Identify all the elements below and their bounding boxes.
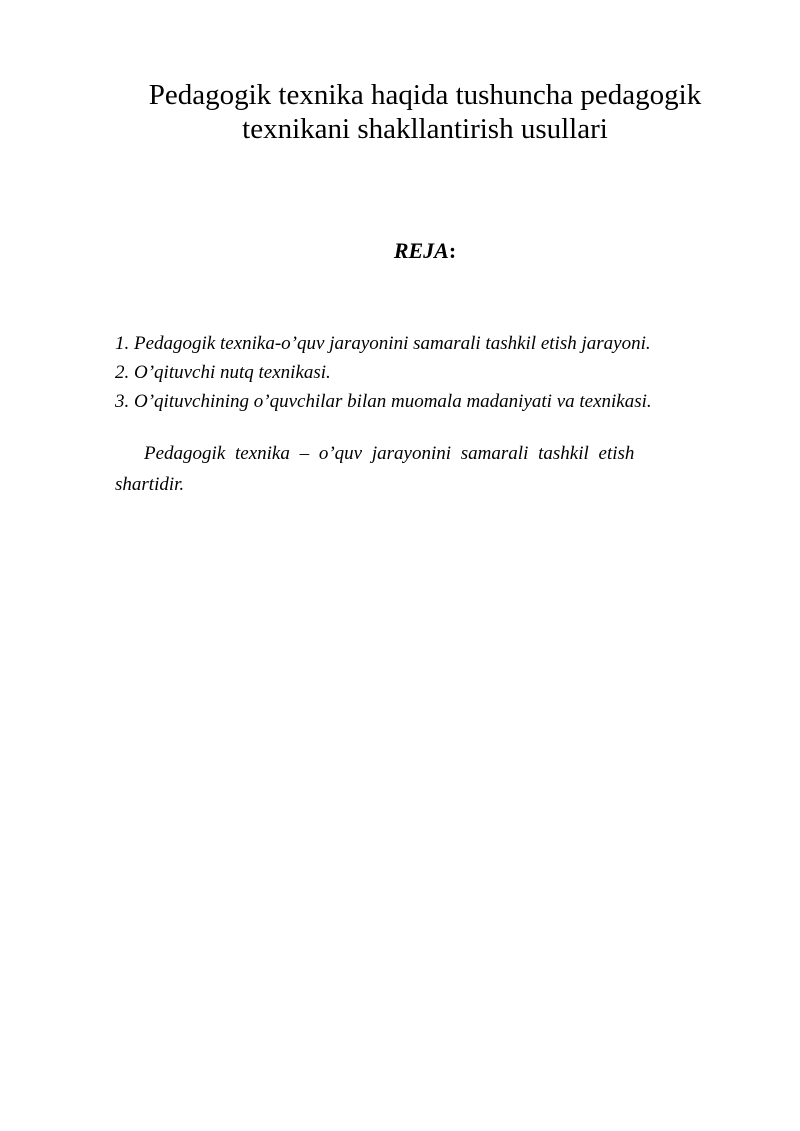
plan-item-1 (115, 329, 755, 358)
plan-heading-colon: : (448, 238, 457, 263)
title-line-1: Pedagogik texnika haqida tushuncha pedagogik (148, 79, 702, 111)
plan-item-3 (115, 387, 755, 416)
paragraph-line-2: shartidir. (115, 474, 185, 495)
plan-item-number: 3. (115, 391, 130, 412)
document-title (100, 78, 750, 146)
plan-item-text: Pedagogik texnika-o’quv jarayonini samarali tashkil etish jarayoni. (134, 333, 651, 354)
plan-heading (0, 237, 800, 265)
plan-item-number: 2. (115, 362, 130, 383)
plan-item-number: 1. (115, 333, 130, 354)
plan-list (115, 329, 755, 416)
plan-item-text: O’qituvchining o’quvchilar bilan muomala madaniyati va texnikasi. (134, 391, 652, 412)
title-line-2: texnikani shakllantirish usullari (242, 113, 608, 145)
paragraph-line-1: Pedagogik texnika – o’quv jarayonini samarali tashkil etish (144, 443, 635, 464)
body-paragraph (115, 438, 715, 500)
plan-item-2 (115, 358, 755, 387)
plan-heading-word: REJA (393, 238, 449, 263)
plan-item-text: O’qituvchi nutq texnikasi. (134, 362, 331, 383)
